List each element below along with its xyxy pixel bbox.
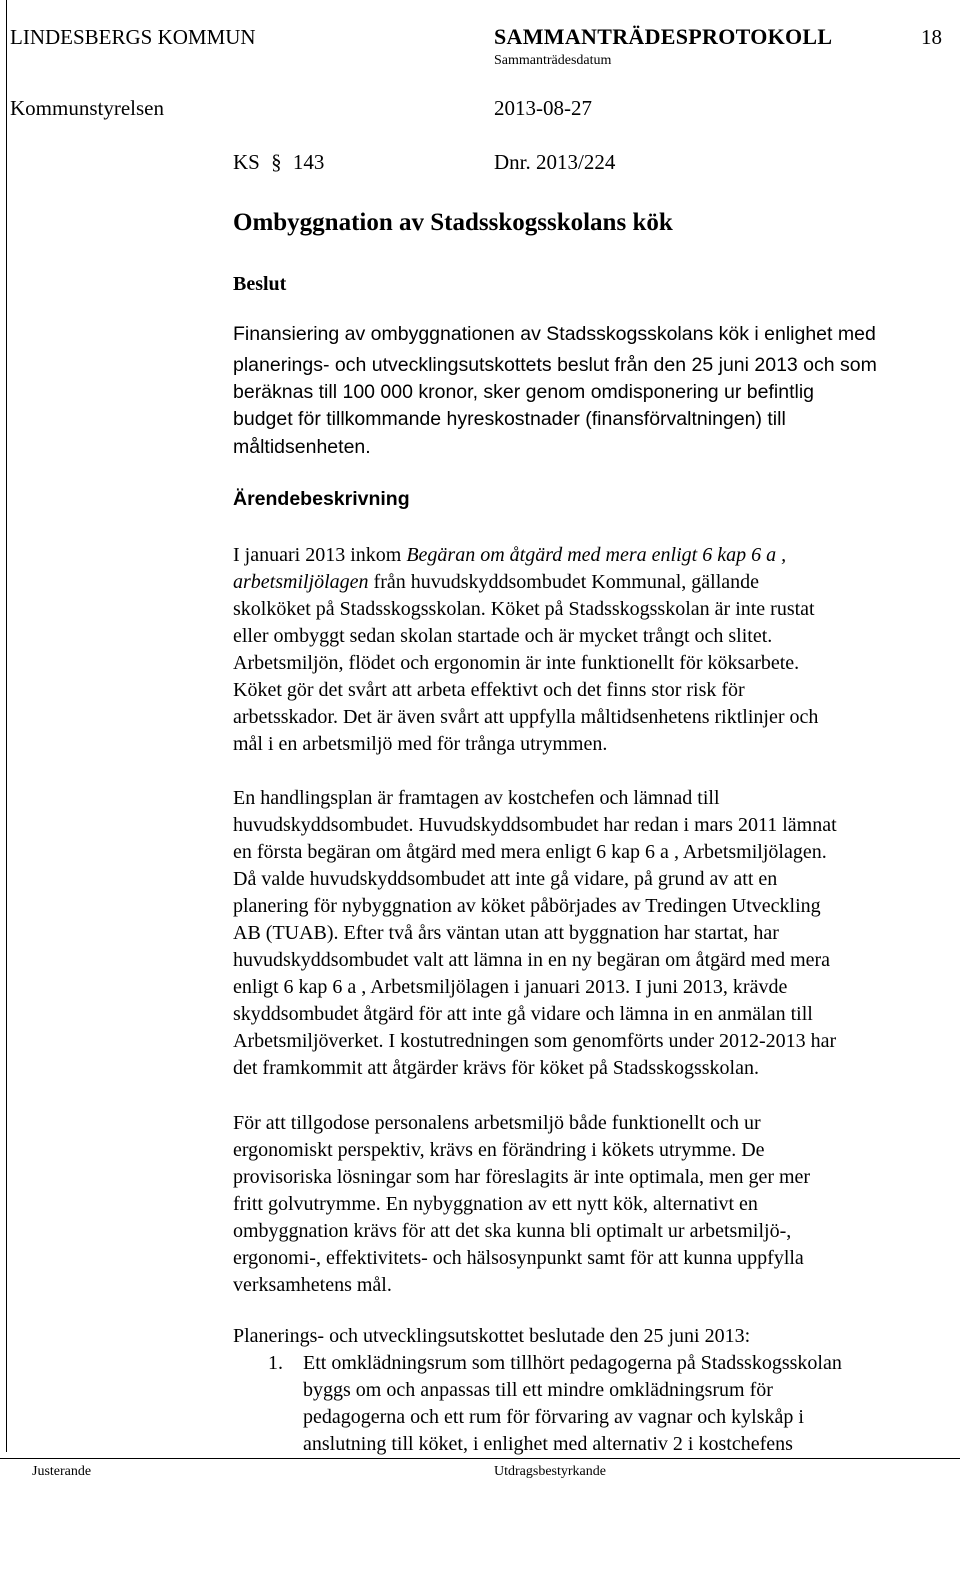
case-ks-number: 143 [292, 150, 325, 174]
arende-p3-line: ergonomi-, effektivitets- och hälsosynpunkt samt för att kunna uppfylla [233, 1247, 804, 1269]
arende-p1-line: Arbetsmiljön, flödet och ergonomin är inte funktionellt för köksarbete. [233, 652, 800, 674]
arende-p2-line: AB (TUAB). Efter två års väntan utan att byggnation har startat, har [233, 922, 779, 944]
page-number: 18 [921, 25, 942, 49]
list-item-line: anslutning till köket, i enlighet med alternativ 2 i kostchefens [303, 1433, 793, 1455]
list-item-line: Ett omklädningsrum som tillhört pedagogerna på Stadsskogsskolan [303, 1352, 842, 1374]
arende-p3-line: För att tillgodose personalens arbetsmiljö både funktionellt och ur [233, 1112, 761, 1134]
arende-p3-line: ombyggnation krävs för att det ska kunna bli optimalt ur arbetsmiljö-, [233, 1220, 792, 1242]
arende-p2-line: Arbetsmiljöverket. I kostutredningen som genomförts under 2012-2013 har [233, 1030, 837, 1052]
arende-p1-line: mål i en arbetsmiljö med för trånga utrymmen. [233, 733, 608, 755]
arende-p3-line: fritt golvutrymme. En nybyggnation av ett nytt kök, alternativt en [233, 1193, 758, 1215]
arende-p2-line: enligt 6 kap 6 a , Arbetsmiljölagen i januari 2013. I juni 2013, krävde [233, 976, 788, 998]
arende-p1-italic: arbetsmiljölagen [233, 571, 369, 593]
arende-p1-line: Köket gör det svårt att arbeta effektivt och det finns stor risk för [233, 679, 745, 701]
arende-p2-line: planering för nybyggnation av köket påbörjades av Tredingen Utveckling [233, 895, 821, 917]
arende-p2-line: huvudskyddsombudet valt att lämna in en ny begäran om åtgärd med mera [233, 949, 831, 971]
section-sign-icon: § [271, 150, 282, 174]
arende-p1-line: eller ombyggt sedan skolan startade och är mycket trångt och slitet. [233, 625, 773, 647]
arende-p2-line: huvudskyddsombudet. Huvudskyddsombudet har redan i mars 2011 lämnat [233, 814, 837, 836]
arende-p1-line: skolköket på Stadsskogsskolan. Köket på Stadsskogsskolan är inte rustat [233, 598, 815, 620]
page-title: Ombyggnation av Stadsskogsskolans kök [233, 209, 673, 236]
arende-p3-line: ergonomiskt perspektiv, krävs en förändring i kökets utrymme. De [233, 1139, 765, 1161]
heading-beslut: Beslut [233, 273, 287, 295]
arende-p1-line [233, 544, 786, 567]
beslut-line: beräknas till 100 000 kronor, sker genom omdisponering ur befintlig [233, 381, 815, 403]
beslut-line: måltidsenheten. [233, 436, 371, 458]
arende-p3-line: provisoriska lösningar som har föreslagits är inte optimala, men ger mer [233, 1166, 811, 1188]
arende-p2-line: Då valde huvudskyddsombudet att inte gå vidare, på grund av att en [233, 868, 778, 890]
municipality-name: LINDESBERGS KOMMUN [10, 25, 256, 49]
arende-p4-intro: Planerings- och utvecklingsutskottet beslutade den 25 juni 2013: [233, 1325, 751, 1347]
arende-p2-line: en första begäran om åtgärd med mera enligt 6 kap 6 a , Arbetsmiljölagen. [233, 841, 827, 863]
arende-p2-line: En handlingsplan är framtagen av kostchefen och lämnad till [233, 787, 720, 809]
protocol-title: SAMMANTRÄDESPROTOKOLL [494, 24, 833, 49]
arende-p3-line: verksamhetens mål. [233, 1274, 392, 1296]
case-ks-label: KS [233, 150, 260, 174]
left-margin-rule [6, 0, 7, 1452]
arende-p1-line: arbetsskador. Det är även svårt att uppfylla måltidsenhetens riktlinjer och [233, 706, 819, 728]
arende-p1-line [233, 571, 759, 594]
arende-p2-line: skyddsombudet åtgärd för att inte gå vidare och lämna in en anmälan till [233, 1003, 813, 1025]
footer-rule [0, 1458, 960, 1459]
arende-p1-text: från huvudskyddsombudet Kommunal, gällande [368, 571, 760, 593]
beslut-line: Finansiering av ombyggnationen av Stadsskogsskolans kök i enlighet med [233, 323, 876, 345]
beslut-line: budget för tillkommande hyreskostnader (finansförvaltningen) till [233, 408, 786, 430]
case-ks [233, 150, 324, 175]
arende-p1-italic: Begäran om åtgärd med mera enligt 6 kap 6 a , [406, 544, 787, 566]
list-item-line: byggs om och anpassas till ett mindre omklädningsrum för [303, 1379, 773, 1401]
list-number: 1. [268, 1352, 283, 1374]
meeting-date-label: Sammanträdesdatum [494, 53, 612, 68]
footer-utdragsbestyrkande: Utdragsbestyrkande [494, 1464, 606, 1479]
meeting-date: 2013-08-27 [494, 96, 592, 120]
arende-p2-line: det framkommit att åtgärder krävs för köket på Stadsskogsskolan. [233, 1057, 759, 1079]
case-dnr: Dnr. 2013/224 [494, 150, 616, 174]
arende-p1-text: I januari 2013 inkom [233, 544, 407, 566]
heading-arendebeskrivning: Ärendebeskrivning [233, 488, 410, 510]
beslut-line: planerings- och utvecklingsutskottets beslut från den 25 juni 2013 och som [233, 354, 877, 376]
committee-name: Kommunstyrelsen [10, 96, 164, 120]
footer-justerande: Justerande [32, 1464, 92, 1479]
list-item-line: pedagogerna och ett rum för förvaring av vagnar och kylskåp i [303, 1406, 804, 1428]
